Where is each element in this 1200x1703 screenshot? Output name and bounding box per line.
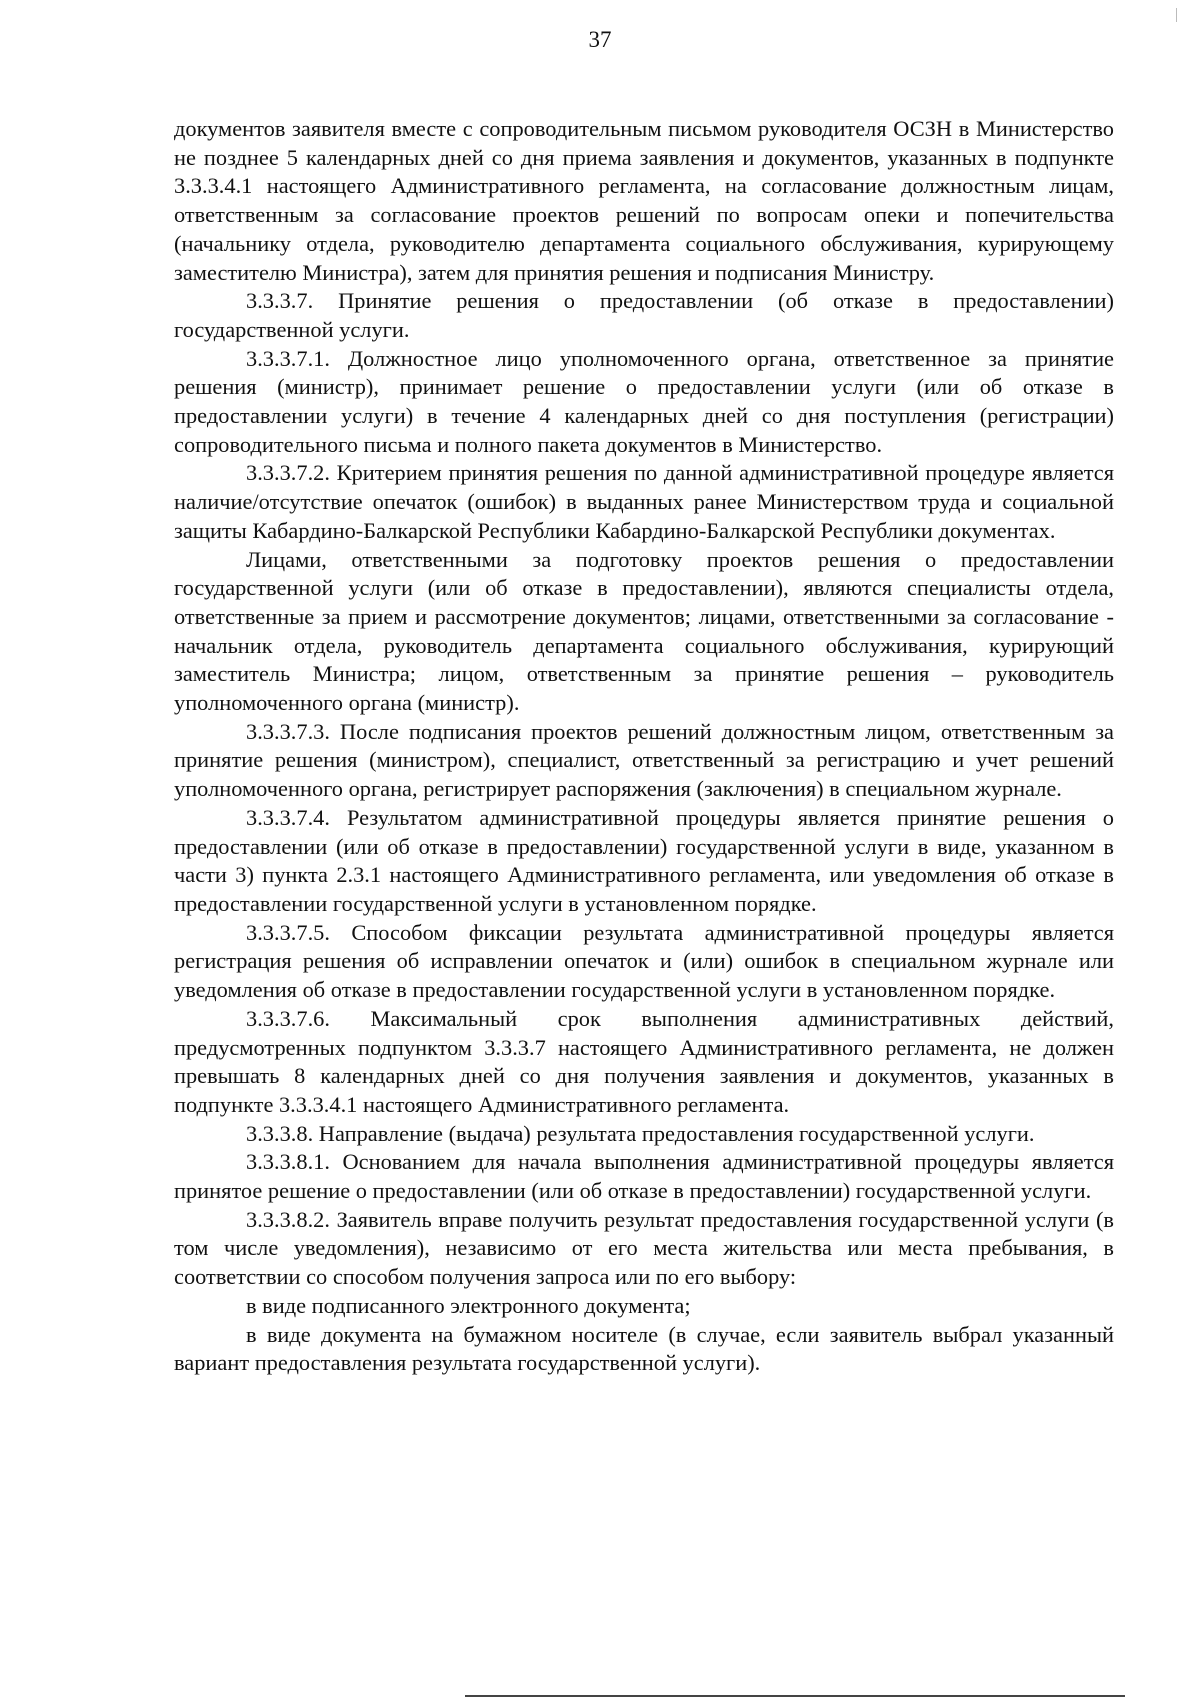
paragraph-3-3-3-7-3: 3.3.3.7.3. После подписания проектов решений должностным лицом, ответственным за принятие решения (министром), специалист, ответственный за регистрацию и учет решений уполномоченного органа, регистрирует распоряжения (заключения) в специальном журнале. [174, 718, 1114, 802]
paragraph-3-3-3-7-2: 3.3.3.7.2. Критерием принятия решения по данной административной процедуре является наличие/отсутствие опечаток (ошибок) в выданных ранее Министерством труда и социальной защиты Кабардино-Балкарской Республики Кабардино-Балкарской Республики документах. [174, 460, 1114, 543]
bottom-rule [465, 1695, 1125, 1697]
page-number: 37 [588, 27, 612, 52]
paragraph-3-3-3-7-1: 3.3.3.7.1. Должностное лицо уполномоченного органа, ответственное за принятие решения (министр), принимает решение о предоставлении услуги (или об отказе в предоставлении услуги) в течение 4 календарных дней со дня поступления (регистрации) сопроводительного письма и полного пакета документов в Министерство. [174, 345, 1114, 457]
paragraph-3-3-3-7-5: 3.3.3.7.5. Способом фиксации результата административной процедуры является регистрация решения об исправлении опечаток и (или) ошибок в специальном журнале или уведомления об отказе в предоставлении государственной услуги в установленном порядке. [174, 919, 1114, 1003]
paragraph-paper-document: в виде документа на бумажном носителе (в случае, если заявитель выбрал указанный вариант предоставления результата государственной услуги). [174, 1321, 1114, 1376]
paragraph-3-3-3-7-4: 3.3.3.7.4. Результатом административной процедуры является принятие решения о предоставлении (или об отказе в предоставлении) государственной услуги в виде, указанном в части 3) пункта 2.3.1 настоящего Административного регламента, или уведомления об отказе в предоставлении государственной услуги в установленном порядке. [174, 804, 1114, 916]
scan-edge-mark [1176, 8, 1177, 22]
document-body [174, 115, 1114, 1378]
paragraph-electronic-document: в виде подписанного электронного документа; [246, 1292, 691, 1318]
paragraph-continuation: документов заявителя вместе с сопроводительным письмом руководителя ОСЗН в Министерство не позднее 5 календарных дней со дня приема заявления и документов, указанных в подпункте 3.3.3.4.1 настоящего Административного регламента, на согласование должностным лицам, ответственным за согласование проектов решений по вопросам опеки и попечительства (начальнику отдела, руководителю департамента социального обслуживания, курирующему заместителю Министра), затем для принятия решения и подписания Министру. [174, 116, 1114, 285]
paragraph-responsible-persons: Лицами, ответственными за подготовку проектов решения о предоставлении государственной услуги (или об отказе в предоставлении), являются специалисты отдела, ответственные за прием и рассмотрение документов; лицами, ответственными за согласование - начальник отдела, руководитель департамента социального обслуживания, курирующий заместитель Министра; лицом, ответственным за принятие решения – руководитель уполномоченного органа (министр). [174, 546, 1114, 716]
paragraph-3-3-3-7-6: 3.3.3.7.6. Максимальный срок выполнения административных действий, предусмотренных подпунктом 3.3.3.7 настоящего Административного регламента, не должен превышать 8 календарных дней со дня получения заявления и документов, указанных в подпункте 3.3.3.4.1 настоящего Административного регламента. [174, 1005, 1114, 1117]
paragraph-3-3-3-7: 3.3.3.7. Принятие решения о предоставлении (об отказе в предоставлении) государственной услуги. [174, 288, 1114, 342]
paragraph-3-3-3-8-2: 3.3.3.8.2. Заявитель вправе получить результат предоставления государственной услуги (в том числе уведомления), независимо от его места жительства или места пребывания, в соответствии со способом получения запроса или по его выбору: [174, 1206, 1114, 1290]
paragraph-3-3-3-8: 3.3.3.8. Направление (выдача) результата предоставления государственной услуги. [246, 1120, 1035, 1146]
paragraph-3-3-3-8-1: 3.3.3.8.1. Основанием для начала выполнения административной процедуры является принятое решение о предоставлении (или об отказе в предоставлении) государственной услуги. [174, 1149, 1114, 1204]
